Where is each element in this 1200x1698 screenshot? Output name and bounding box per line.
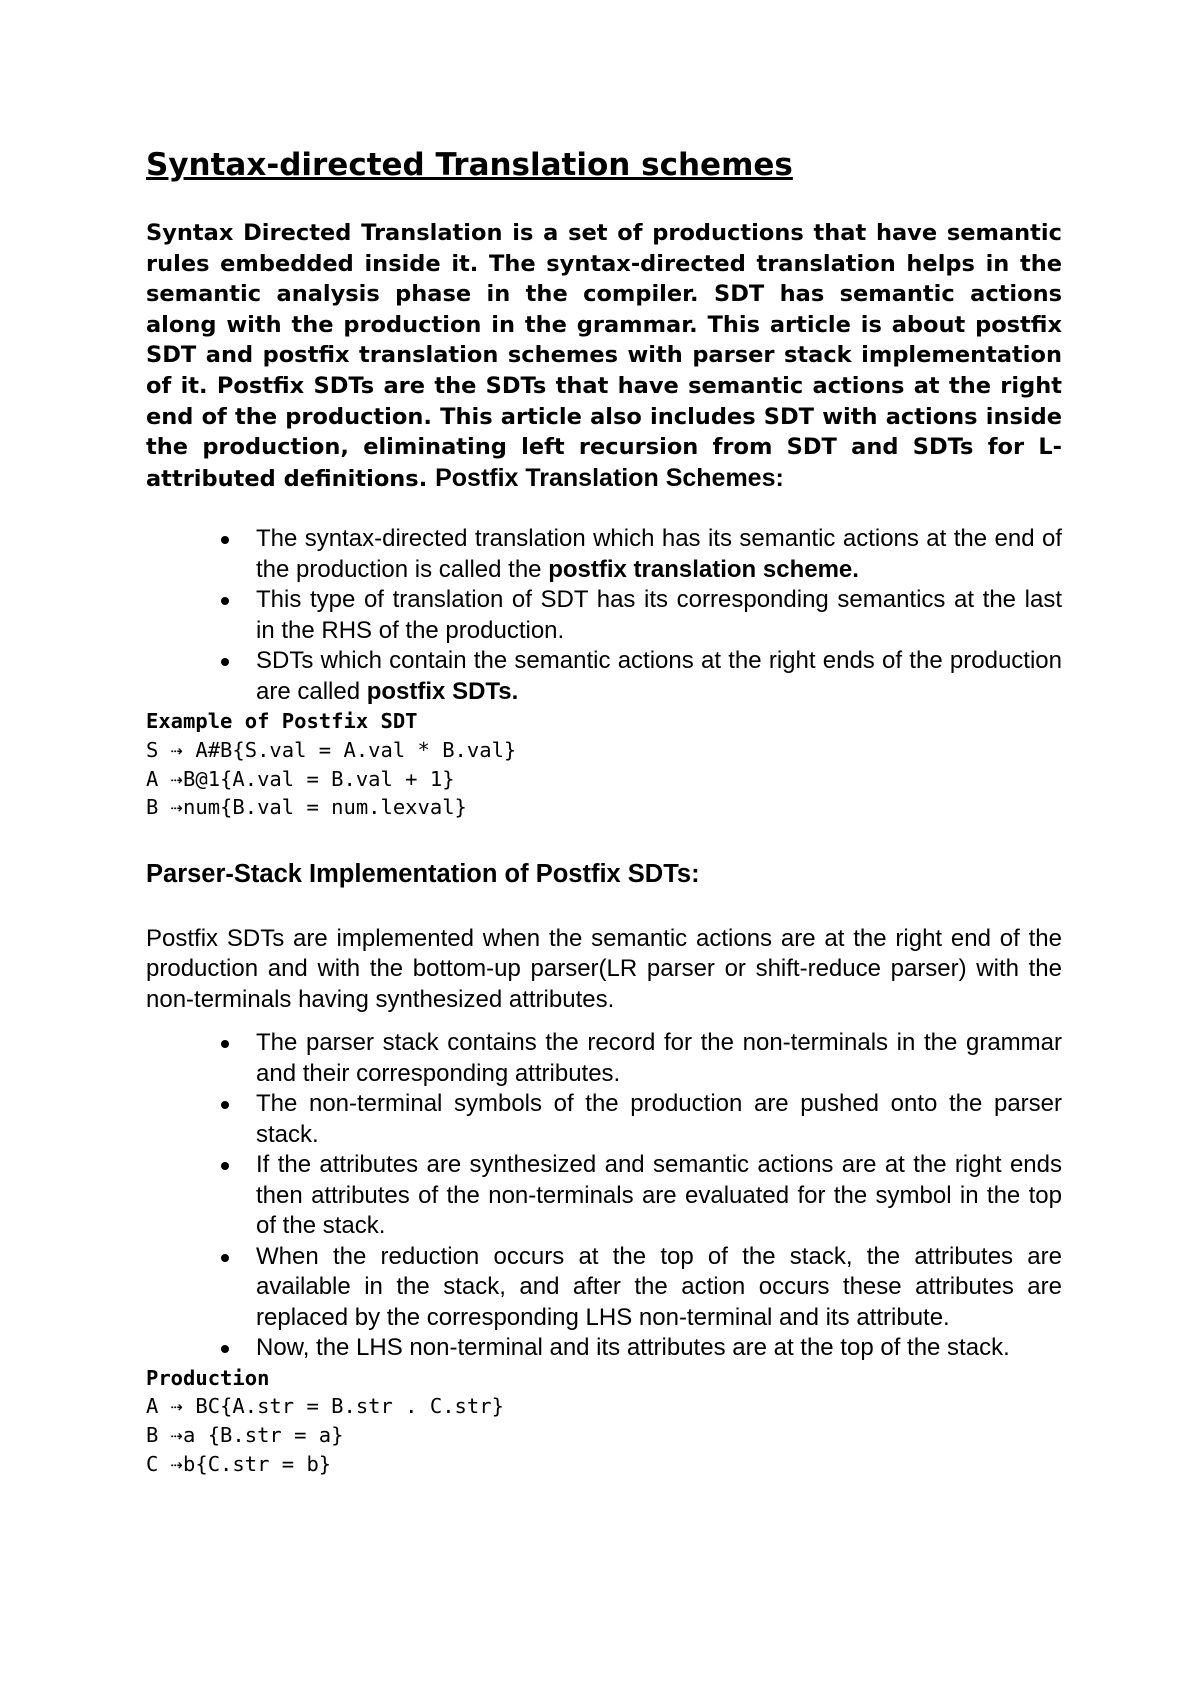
code-line: B ⇢a {B.str = a} bbox=[146, 1422, 344, 1447]
list-item-term: postfix SDTs. bbox=[366, 677, 519, 705]
list-item bbox=[256, 585, 1062, 646]
code-line: S ⇢ A#B{S.val = A.val * B.val} bbox=[146, 737, 517, 762]
code-line: A ⇢B@1{A.val = B.val + 1} bbox=[146, 766, 455, 791]
code-line: C ⇢b{C.str = b} bbox=[146, 1451, 332, 1476]
parser-stack-list bbox=[146, 1028, 1062, 1364]
production-code-block bbox=[146, 1364, 1062, 1478]
list-item: The parser stack contains the record for the non-terminals in the grammar and their corresponding attributes. bbox=[256, 1028, 1062, 1089]
list-item-text: SDTs which contain the semantic actions at the right ends of the production are called bbox=[256, 647, 1062, 705]
postfix-list bbox=[146, 524, 1062, 707]
postfix-heading: Postfix Translation Schemes: bbox=[435, 463, 784, 492]
list-item bbox=[256, 646, 1062, 707]
intro-paragraph bbox=[146, 218, 1062, 494]
list-item-text: The syntax-directed translation which has its semantic actions at the end of the production is called the bbox=[256, 525, 1062, 583]
list-item-term: postfix translation scheme. bbox=[548, 555, 859, 583]
section-heading: Parser-Stack Implementation of Postfix SDTs: bbox=[146, 859, 700, 888]
code-line: B ⇢num{B.val = num.lexval} bbox=[146, 795, 467, 820]
code-line: A ⇢ BC{A.str = B.str . C.str} bbox=[146, 1394, 504, 1419]
list-item: If the attributes are synthesized and semantic actions are at the right ends then attributes of the non-terminals are evaluated for the symbol in the top of the stack. bbox=[256, 1150, 1062, 1242]
example-code-block bbox=[146, 707, 1062, 821]
list-item: The non-terminal symbols of the production are pushed onto the parser stack. bbox=[256, 1089, 1062, 1150]
list-item-text: This type of translation of SDT has its corresponding semantics at the last in the RHS of the production. bbox=[256, 586, 1062, 644]
code-title: Example of Postfix SDT bbox=[146, 709, 418, 734]
code-title: Production bbox=[146, 1365, 270, 1390]
list-item bbox=[256, 524, 1062, 585]
page-title: Syntax-directed Translation schemes bbox=[146, 147, 793, 183]
intro-text: Syntax Directed Translation is a set of productions that have semantic rules embedded inside it. The syntax-directed translation helps in the semantic analysis phase in the compiler. SDT has semantic actions along with the production in the grammar. This article is about postfix SDT and postfix translation schemes with parser stack implementation of it. Postfix SDTs are the SDTs that have semantic actions at the right end of the production. This article also includes SDT with actions inside the production, eliminating left recursion from SDT and SDTs for L-attributed definitions. bbox=[146, 220, 1062, 492]
list-item: Now, the LHS non-terminal and its attributes are at the top of the stack. bbox=[256, 1333, 1062, 1364]
section-paragraph: Postfix SDTs are implemented when the semantic actions are at the right end of the production and with the bottom-up parser(LR parser or shift-reduce parser) with the non-terminals having synthesized attributes. bbox=[146, 924, 1062, 1013]
list-item: When the reduction occurs at the top of the stack, the attributes are available in the stack, and after the action occurs these attributes are replaced by the corresponding LHS non-terminal and its attribute. bbox=[256, 1242, 1062, 1334]
